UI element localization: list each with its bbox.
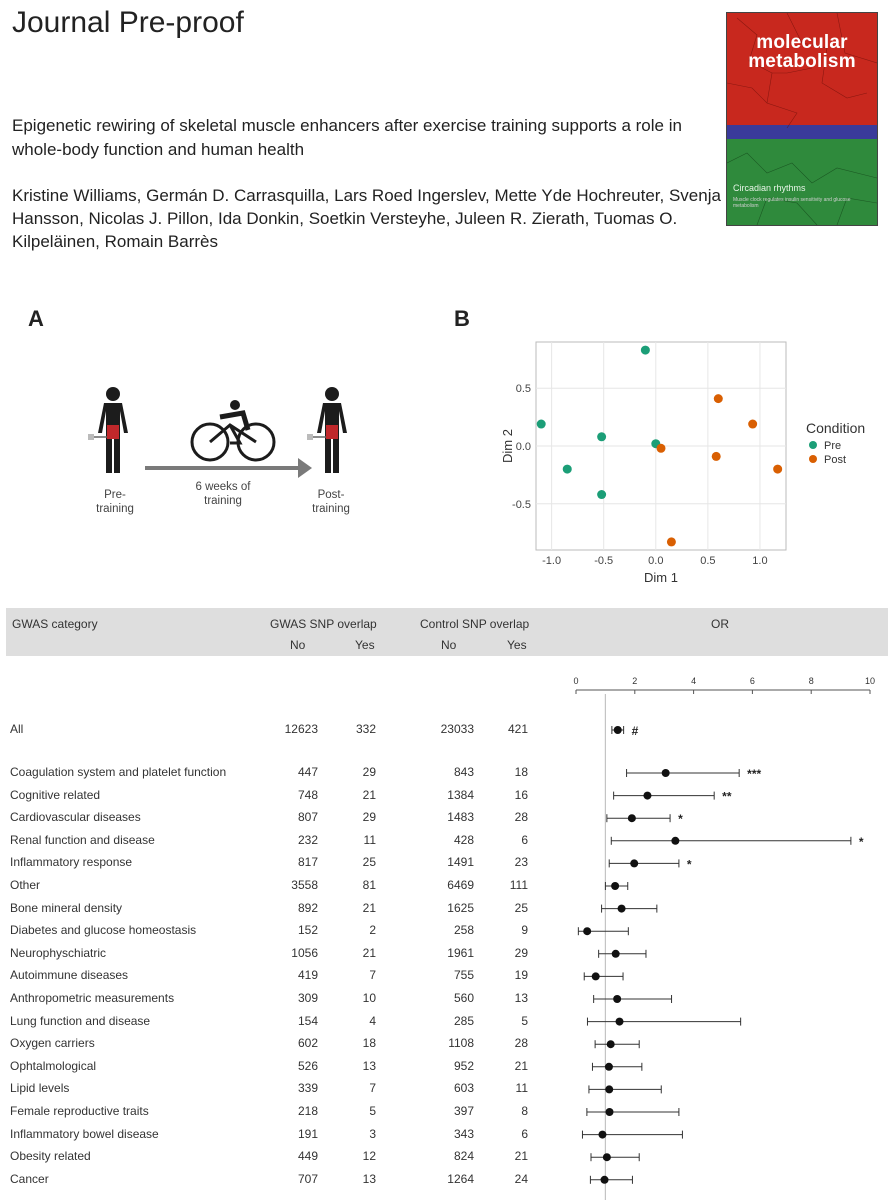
legend-post-label: Post: [824, 454, 847, 466]
row-category: Diabetes and glucose homeostasis: [10, 923, 197, 938]
y-axis-label: Dim 2: [500, 429, 515, 463]
row-ctrl-yes: 18: [514, 765, 528, 779]
row-ctrl-no: 1264: [447, 1171, 474, 1186]
row-gwas-yes: 3: [369, 1126, 376, 1141]
journal-cover-image: [726, 12, 878, 226]
row-gwas-no: 3558: [291, 878, 318, 892]
or-point: [603, 1153, 611, 1161]
row-gwas-no: 817: [297, 855, 318, 870]
or-point: [671, 837, 679, 845]
row-ctrl-yes: 9: [521, 923, 528, 938]
cover-title: [727, 33, 877, 71]
row-gwas-no: 191: [297, 1126, 318, 1141]
row-ctrl-no: 560: [453, 991, 474, 1005]
cover-title-line2: metabolism: [748, 51, 856, 72]
cover-subtitle: Muscle clock regulates insulin sensitivity and glucose metabolism: [733, 197, 851, 209]
forest-row: [595, 1040, 639, 1048]
or-point: [643, 792, 651, 800]
row-gwas-yes: 11: [363, 832, 376, 847]
row-category: Other: [10, 878, 41, 892]
subcol-gwas-yes: Yes: [355, 638, 375, 652]
or-point: [613, 995, 621, 1003]
person-icon: [307, 387, 347, 473]
x-tick-label: -0.5: [594, 555, 614, 567]
scatter-point-post: [667, 537, 676, 546]
row-gwas-no: 232: [297, 832, 318, 847]
cyclist-icon: [192, 400, 274, 460]
row-gwas-no: 339: [297, 1081, 318, 1096]
panel-a-illustration: [80, 385, 370, 485]
or-point: [618, 905, 626, 913]
or-point: [601, 1176, 609, 1184]
post-training-label: [296, 488, 366, 516]
panel-a-letter: A: [28, 306, 44, 331]
row-gwas-no: 447: [297, 765, 318, 779]
row-gwas-yes: 5: [369, 1104, 376, 1118]
journal-preproof-label: Journal Pre-proof: [12, 6, 244, 39]
forest-row: [587, 1018, 740, 1026]
forest-row: [582, 1131, 682, 1139]
row-category: Obesity related: [10, 1149, 91, 1164]
scatter-point-post: [657, 444, 666, 453]
x-tick-label: 0.0: [648, 555, 664, 567]
forest-plot: [560, 670, 890, 1200]
significance-marker: ***: [747, 767, 762, 781]
row-gwas-yes: 12: [362, 1149, 376, 1164]
scatter-point-pre: [563, 465, 572, 474]
row-category: Inflammatory bowel disease: [10, 1126, 159, 1141]
or-point: [605, 1063, 613, 1071]
row-ctrl-yes: 6: [521, 1126, 528, 1141]
significance-marker: #: [631, 724, 639, 738]
row-ctrl-yes: 111: [509, 878, 528, 892]
row-gwas-no: 807: [297, 810, 318, 825]
row-category: Lung function and disease: [10, 1013, 151, 1028]
row-category: Bone mineral density: [10, 900, 123, 915]
or-tick-label: 10: [864, 676, 876, 686]
significance-marker: *: [678, 812, 683, 827]
row-ctrl-no: 285: [453, 1013, 474, 1028]
row-gwas-no: 309: [297, 991, 318, 1005]
row-ctrl-yes: 16: [514, 787, 528, 802]
row-ctrl-yes: 11: [515, 1081, 528, 1096]
row-gwas-no: 152: [297, 923, 318, 938]
forest-row: [612, 724, 639, 738]
row-category: Inflammatory response: [10, 855, 133, 870]
row-gwas-yes: 332: [355, 722, 376, 736]
row-ctrl-yes: 8: [521, 1104, 528, 1118]
row-ctrl-no: 1384: [447, 787, 474, 802]
row-ctrl-yes: 21: [514, 1058, 528, 1073]
x-tick-label: 1.0: [752, 555, 768, 567]
row-ctrl-yes: 421: [507, 722, 528, 736]
scatter-point-pre: [597, 432, 606, 441]
or-point: [662, 769, 670, 777]
forest-row: [605, 882, 627, 890]
forest-row: [607, 812, 683, 826]
row-ctrl-no: 755: [453, 968, 474, 983]
or-tick-label: 6: [749, 676, 755, 686]
row-ctrl-yes: 24: [514, 1171, 528, 1186]
x-axis-label: Dim 1: [644, 570, 678, 585]
post-label-line2: training: [312, 503, 350, 515]
or-point: [614, 726, 622, 734]
forest-row: [614, 790, 732, 804]
scatter-legend: [806, 420, 886, 473]
row-category: Cardiovascular diseases: [10, 810, 141, 825]
row-category: Lipid levels: [10, 1081, 70, 1096]
row-gwas-yes: 7: [369, 1081, 376, 1096]
row-ctrl-yes: 28: [514, 810, 528, 825]
row-gwas-yes: 7: [369, 968, 376, 983]
row-category: Cognitive related: [10, 787, 101, 802]
row-gwas-no: 12623: [284, 722, 318, 736]
significance-marker: *: [858, 834, 864, 849]
forest-row: [590, 1176, 632, 1184]
row-gwas-no: 602: [297, 1036, 318, 1051]
row-ctrl-no: 258: [453, 923, 474, 938]
cover-title-line1: molecular: [756, 32, 848, 53]
forest-row: [591, 1153, 639, 1161]
row-ctrl-no: 1961: [447, 945, 474, 960]
row-category: Female reproductive traits: [10, 1104, 149, 1118]
row-ctrl-yes: 28: [514, 1036, 528, 1051]
row-ctrl-yes: 21: [514, 1149, 528, 1164]
scatter-point-pre: [597, 490, 606, 499]
row-ctrl-yes: 29: [514, 945, 528, 960]
or-point: [628, 814, 636, 822]
forest-row: [587, 1108, 679, 1116]
row-ctrl-no: 603: [453, 1081, 474, 1096]
row-gwas-yes: 25: [362, 855, 376, 870]
row-gwas-yes: 29: [362, 765, 376, 779]
row-ctrl-no: 1483: [447, 810, 474, 825]
or-point: [611, 882, 619, 890]
row-category: Coagulation system and platelet function: [10, 765, 227, 779]
scatter-point-post: [748, 420, 757, 429]
row-gwas-yes: 18: [362, 1036, 376, 1051]
row-gwas-no: 218: [297, 1104, 318, 1118]
scatter-point-post: [773, 465, 782, 474]
y-tick-label: -0.5: [512, 498, 531, 511]
or-point: [592, 972, 600, 980]
row-ctrl-yes: 5: [521, 1013, 528, 1028]
pre-training-label: [80, 488, 150, 516]
arrow-label-line2: training: [204, 495, 242, 507]
row-gwas-yes: 81: [362, 878, 376, 892]
or-point: [607, 1040, 615, 1048]
row-category: Anthropometric measurements: [10, 991, 175, 1005]
row-ctrl-yes: 13: [514, 991, 528, 1005]
pre-label-line1: Pre-: [104, 489, 126, 501]
row-ctrl-no: 843: [453, 765, 474, 779]
cover-topic: Circadian rhythms: [733, 183, 806, 193]
or-tick-label: 8: [808, 676, 814, 686]
row-ctrl-no: 824: [453, 1149, 474, 1164]
scatter-point-pre: [641, 346, 650, 355]
row-gwas-no: 707: [297, 1171, 318, 1186]
row-gwas-no: 419: [297, 968, 318, 983]
row-ctrl-no: 6469: [447, 878, 474, 892]
row-ctrl-no: 23033: [440, 722, 474, 736]
row-ctrl-no: 1625: [447, 900, 474, 915]
x-tick-label: -1.0: [542, 555, 562, 567]
arrow-label: [178, 480, 268, 508]
x-tick-label: 0.5: [700, 555, 716, 567]
row-gwas-no: 154: [297, 1013, 318, 1028]
row-category: Autoimmune diseases: [10, 968, 129, 983]
subcol-ctrl-yes: Yes: [507, 638, 527, 652]
col-gwas-overlap: GWAS SNP overlap: [270, 617, 377, 631]
row-ctrl-no: 428: [453, 832, 474, 847]
row-ctrl-no: 343: [453, 1126, 474, 1141]
forest-row: [627, 767, 762, 781]
row-gwas-no: 449: [297, 1149, 318, 1164]
row-category: Ophtalmological: [10, 1058, 97, 1073]
paper-title: Epigenetic rewiring of skeletal muscle enhancers after exercise training supports a role in whole-body function and human health: [12, 116, 682, 159]
col-control-overlap: Control SNP overlap: [420, 617, 530, 631]
row-ctrl-no: 1491: [447, 855, 474, 870]
row-category: Cancer: [10, 1171, 49, 1186]
or-point: [616, 1018, 624, 1026]
scatter-point-pre: [537, 420, 546, 429]
row-category: Renal function and disease: [10, 832, 155, 847]
row-ctrl-yes: 6: [521, 832, 528, 847]
legend-title: Condition: [806, 420, 866, 436]
row-gwas-yes: 21: [362, 787, 376, 802]
or-tick-label: 0: [573, 676, 579, 686]
forest-row: [592, 1063, 641, 1071]
subcol-ctrl-no: No: [441, 638, 457, 652]
row-gwas-yes: 21: [362, 900, 376, 915]
or-point: [612, 950, 620, 958]
y-tick-label: 0.0: [515, 441, 531, 453]
row-ctrl-yes: 19: [514, 968, 528, 983]
row-gwas-yes: 21: [362, 945, 376, 960]
scatter-point-post: [714, 394, 723, 403]
forest-row: [602, 905, 657, 913]
or-point: [630, 859, 638, 867]
row-gwas-yes: 29: [362, 810, 376, 825]
forest-row: [611, 835, 864, 849]
or-point: [606, 1108, 614, 1116]
row-ctrl-no: 1108: [448, 1036, 474, 1051]
row-gwas-yes: 13: [362, 1171, 376, 1186]
post-label-line1: Post-: [317, 489, 345, 501]
row-gwas-no: 748: [297, 787, 318, 802]
row-ctrl-no: 397: [453, 1104, 474, 1118]
legend-pre-label: Pre: [824, 440, 842, 452]
forest-row: [589, 1085, 661, 1093]
col-gwas-category: GWAS category: [12, 617, 98, 631]
forest-row: [584, 972, 623, 980]
or-tick-label: 4: [691, 676, 697, 686]
row-gwas-no: 526: [297, 1058, 318, 1073]
row-category: Oxygen carriers: [10, 1036, 95, 1051]
or-point: [598, 1131, 606, 1139]
row-ctrl-yes: 23: [514, 855, 528, 870]
or-point: [583, 927, 591, 935]
pre-label-line2: training: [96, 503, 134, 515]
row-ctrl-no: 952: [453, 1058, 474, 1073]
or-point: [605, 1085, 613, 1093]
subcol-gwas-no: No: [290, 638, 306, 652]
row-gwas-yes: 10: [362, 991, 376, 1005]
row-gwas-no: 1056: [291, 945, 318, 960]
pca-scatter-plot: [496, 340, 796, 585]
col-or: OR: [711, 617, 729, 631]
row-gwas-yes: 2: [369, 923, 376, 938]
row-gwas-no: 892: [297, 900, 318, 915]
or-tick-label: 2: [632, 676, 638, 686]
forest-row: [578, 927, 628, 935]
forest-row: [609, 857, 692, 871]
arrow-label-line1: 6 weeks of: [195, 481, 251, 493]
row-ctrl-yes: 25: [514, 900, 528, 915]
legend-swatches: [806, 436, 886, 468]
row-category: All: [10, 722, 24, 736]
person-icon: [88, 387, 128, 473]
significance-marker: **: [722, 789, 732, 804]
row-category: Neurophyschiatric: [10, 945, 107, 960]
author-list: Kristine Williams, Germán D. Carrasquilla, Lars Roed Ingerslev, Mette Yde Hochreuter, Svenja Hansson, Nicolas J. Pillon, Ida Donkin, Soetkin Versteyhe, Juleen R. Zierath, Tuomas O. Kilpeläinen, Romain Barrès: [12, 186, 721, 251]
y-tick-label: 0.5: [515, 383, 531, 396]
row-gwas-yes: 13: [362, 1058, 376, 1073]
row-gwas-yes: 4: [369, 1013, 376, 1028]
scatter-point-post: [712, 452, 721, 461]
panel-b-letter: B: [454, 306, 470, 331]
arrow-icon: [145, 458, 312, 478]
significance-marker: *: [686, 857, 692, 872]
